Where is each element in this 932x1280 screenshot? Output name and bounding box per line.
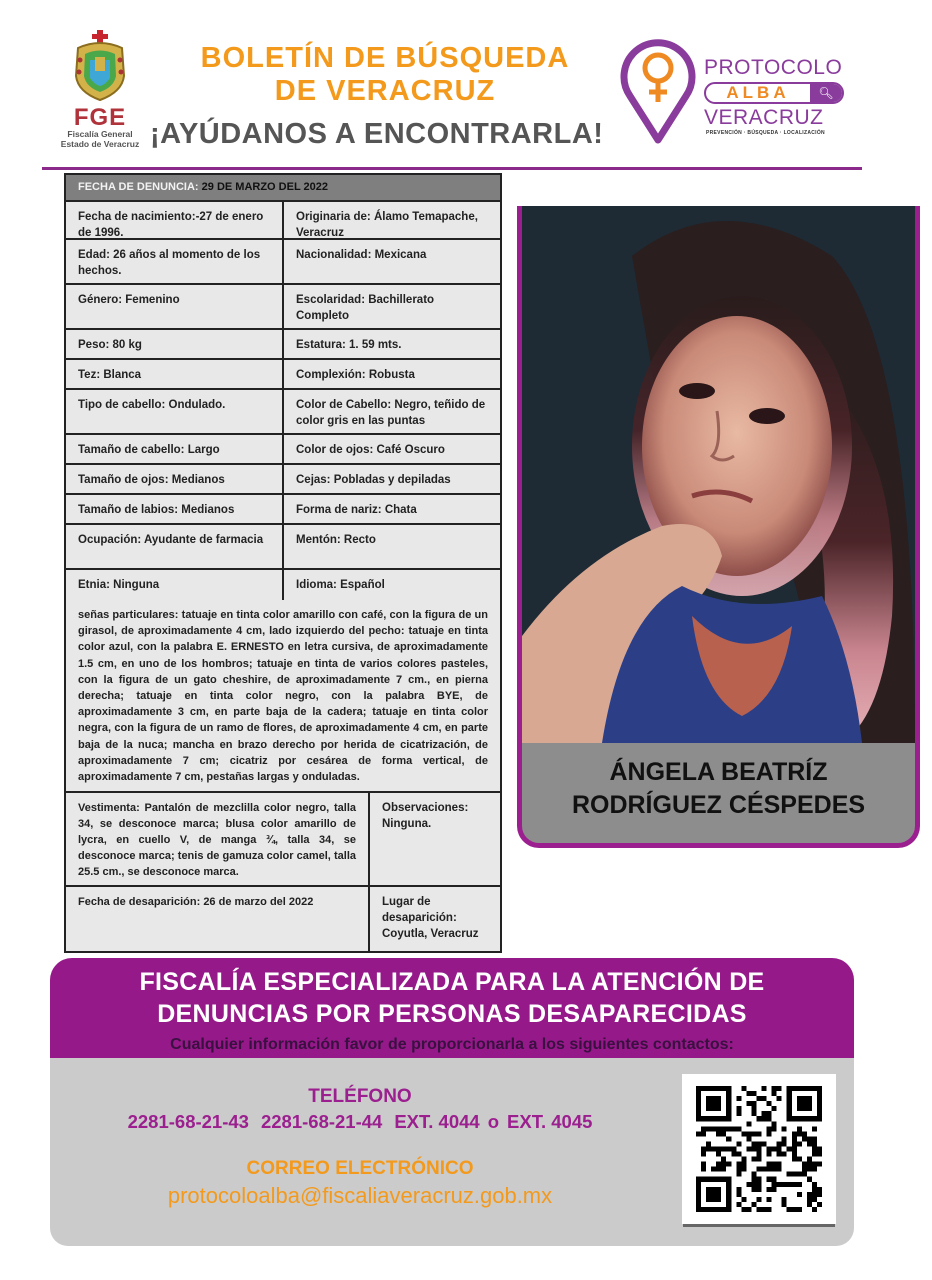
info-cell-right: Cejas: Pobladas y depiladas <box>296 474 451 486</box>
bulletin-title <box>160 42 610 108</box>
bulletin-title-line1: BOLETÍN DE BÚSQUEDA <box>200 42 570 74</box>
info-cell-left: Tamaño de labios: Medianos <box>66 495 284 523</box>
info-row <box>66 330 500 360</box>
alba-protocolo-text: PROTOCOLO <box>704 56 843 79</box>
disappearance-date: Fecha de desaparición: 26 de marzo del 2022 <box>66 887 370 951</box>
fiscalia-banner <box>50 958 854 1058</box>
info-cell-right: Complexión: Robusta <box>296 369 415 381</box>
extension-2: EXT. 4045 <box>507 1111 593 1132</box>
alba-word: ALBA <box>726 83 790 102</box>
phone-numbers <box>50 1111 670 1133</box>
info-cell-left: Tamaño de ojos: Medianos <box>66 465 284 493</box>
alba-veracruz-text: VERACRUZ <box>704 106 824 129</box>
search-icon: 🔍︎ <box>810 84 842 102</box>
fge-name-line1: Fiscalía General <box>67 129 133 139</box>
photo-frame-top <box>517 196 920 206</box>
info-cell-left: Ocupación: Ayudante de farmacia <box>66 525 284 568</box>
info-row <box>66 435 500 465</box>
veracruz-crest-icon <box>70 30 130 102</box>
alba-pill <box>704 82 844 104</box>
fiscalia-title-line2: DENUNCIAS POR PERSONAS DESAPARECIDAS <box>157 1000 747 1028</box>
info-row <box>66 495 500 525</box>
email-label: CORREO ELECTRÓNICO <box>246 1158 474 1179</box>
info-cell-left: Fecha de nacimiento:-27 de enero de 1996. <box>66 202 284 238</box>
info-cell-left: Tez: Blanca <box>66 360 284 388</box>
info-cell-right: Nacionalidad: Mexicana <box>296 249 427 261</box>
info-cell-right: Color de ojos: Café Oscuro <box>296 444 445 456</box>
info-cell-right: Escolaridad: Bachillerato Completo <box>296 294 435 322</box>
info-cell-right: Mentón: Recto <box>296 534 376 546</box>
extension-1: EXT. 4044 <box>394 1111 480 1132</box>
phone-label: TELÉFONO <box>308 1086 412 1107</box>
info-cell-right: Forma de nariz: Chata <box>296 504 417 516</box>
info-cell-left: Tipo de cabello: Ondulado. <box>66 390 284 433</box>
observations: Observaciones: Ninguna. <box>382 802 469 831</box>
map-pin-female-icon <box>618 34 698 144</box>
info-cell-left: Tamaño de cabello: Largo <box>66 435 284 463</box>
person-name-line1: ÁNGELA BEATRÍZ <box>609 758 828 786</box>
email-address[interactable]: protocoloalba@fiscaliaveracruz.gob.mx <box>167 1183 553 1208</box>
contact-instructions: Cualquier información favor de proporcionarla a los siguientes contactos: <box>170 1036 734 1053</box>
qr-code[interactable] <box>682 1074 836 1224</box>
info-row <box>66 240 500 285</box>
report-date-label: FECHA DE DENUNCIA: <box>78 181 199 193</box>
info-cell-left: Edad: 26 años al momento de los hechos. <box>66 240 284 283</box>
missing-person-name <box>522 756 915 822</box>
fge-name-line2: Estado de Veracruz <box>60 139 140 149</box>
protocolo-alba-logo <box>618 34 858 146</box>
info-row <box>66 525 500 570</box>
clothing-row <box>66 793 500 887</box>
info-cell-right: Estatura: 1. 59 mts. <box>296 339 402 351</box>
info-cell-left: Etnia: Ninguna <box>66 570 284 600</box>
distinguishing-marks: señas particulares: tatuaje en tinta color amarillo con café, con la figura de un girasol, de aproximadamente 4 cm, lado izquierdo del pecho: tatuaje en tinta color azul, con la palabra E. ERNESTO en letra cursiva, de aproximadamente 1.5 cm, en uno de los hombros; tatuaje en tinta de varios colores pasteles, con la figura de un gato cheshire, de aproximadamente 7 cm., en pierna derecha; tatuaje en tinta color negro, con la palabra BYE, de aproximadamente 3 cm, en parte baja de la cadera; tatuaje en tinta color negra, con la figura de un ramo de flores, de aproximadamente 4 cm, en parte baja de la nuca; mancha en brazo derecho por herida de cicatrización, de aproximadamente 7 cm; cicatriz por cesárea de forma vertical, de aproximadamente 7 cm, pestañas largas y onduladas. <box>78 609 488 784</box>
disappearance-row <box>66 887 500 951</box>
info-row <box>66 202 500 240</box>
info-cell-left: Género: Femenino <box>66 285 284 328</box>
alba-tagline: PREVENCIÓN · BÚSQUEDA · LOCALIZACIÓN <box>706 130 825 136</box>
info-row <box>66 570 500 600</box>
person-name-line2: RODRÍGUEZ CÉSPEDES <box>571 791 866 819</box>
qr-code-icon <box>694 1086 824 1212</box>
header-divider <box>42 167 862 170</box>
person-info-table <box>64 173 502 953</box>
person-photo <box>522 196 915 743</box>
phone-number-2[interactable]: 2281-68-21-44 <box>260 1111 383 1132</box>
person-photo-card <box>517 196 920 848</box>
clothing-description: Vestimenta: Pantalón de mezclilla color negro, talla 34, se desconoce marca; blusa color amarillo de lycra, en cuello V, de manga ¾, talla 34, se desconoce marca; tenis de gamuza color camel, talla 25.5 cm., se desconoce marca. <box>66 793 370 885</box>
info-cell-right: Originaria de: Álamo Temapache, Veracruz <box>296 211 478 239</box>
info-row <box>66 360 500 390</box>
extension-separator: o <box>487 1111 500 1132</box>
distinguishing-marks-row <box>66 600 500 793</box>
fge-logo <box>50 30 150 155</box>
info-row <box>66 390 500 435</box>
report-date-header <box>66 175 500 202</box>
report-date-value: 29 DE MARZO DEL 2022 <box>198 181 328 193</box>
info-cell-right: Idioma: Español <box>296 579 385 591</box>
phone-number-1[interactable]: 2281-68-21-43 <box>127 1111 249 1132</box>
bulletin-subtitle: ¡AYÚDANOS A ENCONTRARLA! <box>150 118 604 150</box>
info-row <box>66 465 500 495</box>
fge-acronym: FGE <box>73 104 127 131</box>
bulletin-title-line2: DE VERACRUZ <box>274 75 496 107</box>
fiscalia-title-line1: FISCALÍA ESPECIALIZADA PARA LA ATENCIÓN DE <box>139 968 765 996</box>
info-cell-right: Color de Cabello: Negro, teñido de color gris en las puntas <box>296 399 486 427</box>
info-cell-left: Peso: 80 kg <box>66 330 284 358</box>
fiscalia-banner-title <box>50 958 854 1030</box>
contact-panel <box>50 1058 854 1246</box>
disappearance-place: Lugar de desaparición: Coyutla, Veracruz <box>382 896 479 941</box>
portrait-illustration <box>522 196 915 743</box>
info-row <box>66 285 500 330</box>
